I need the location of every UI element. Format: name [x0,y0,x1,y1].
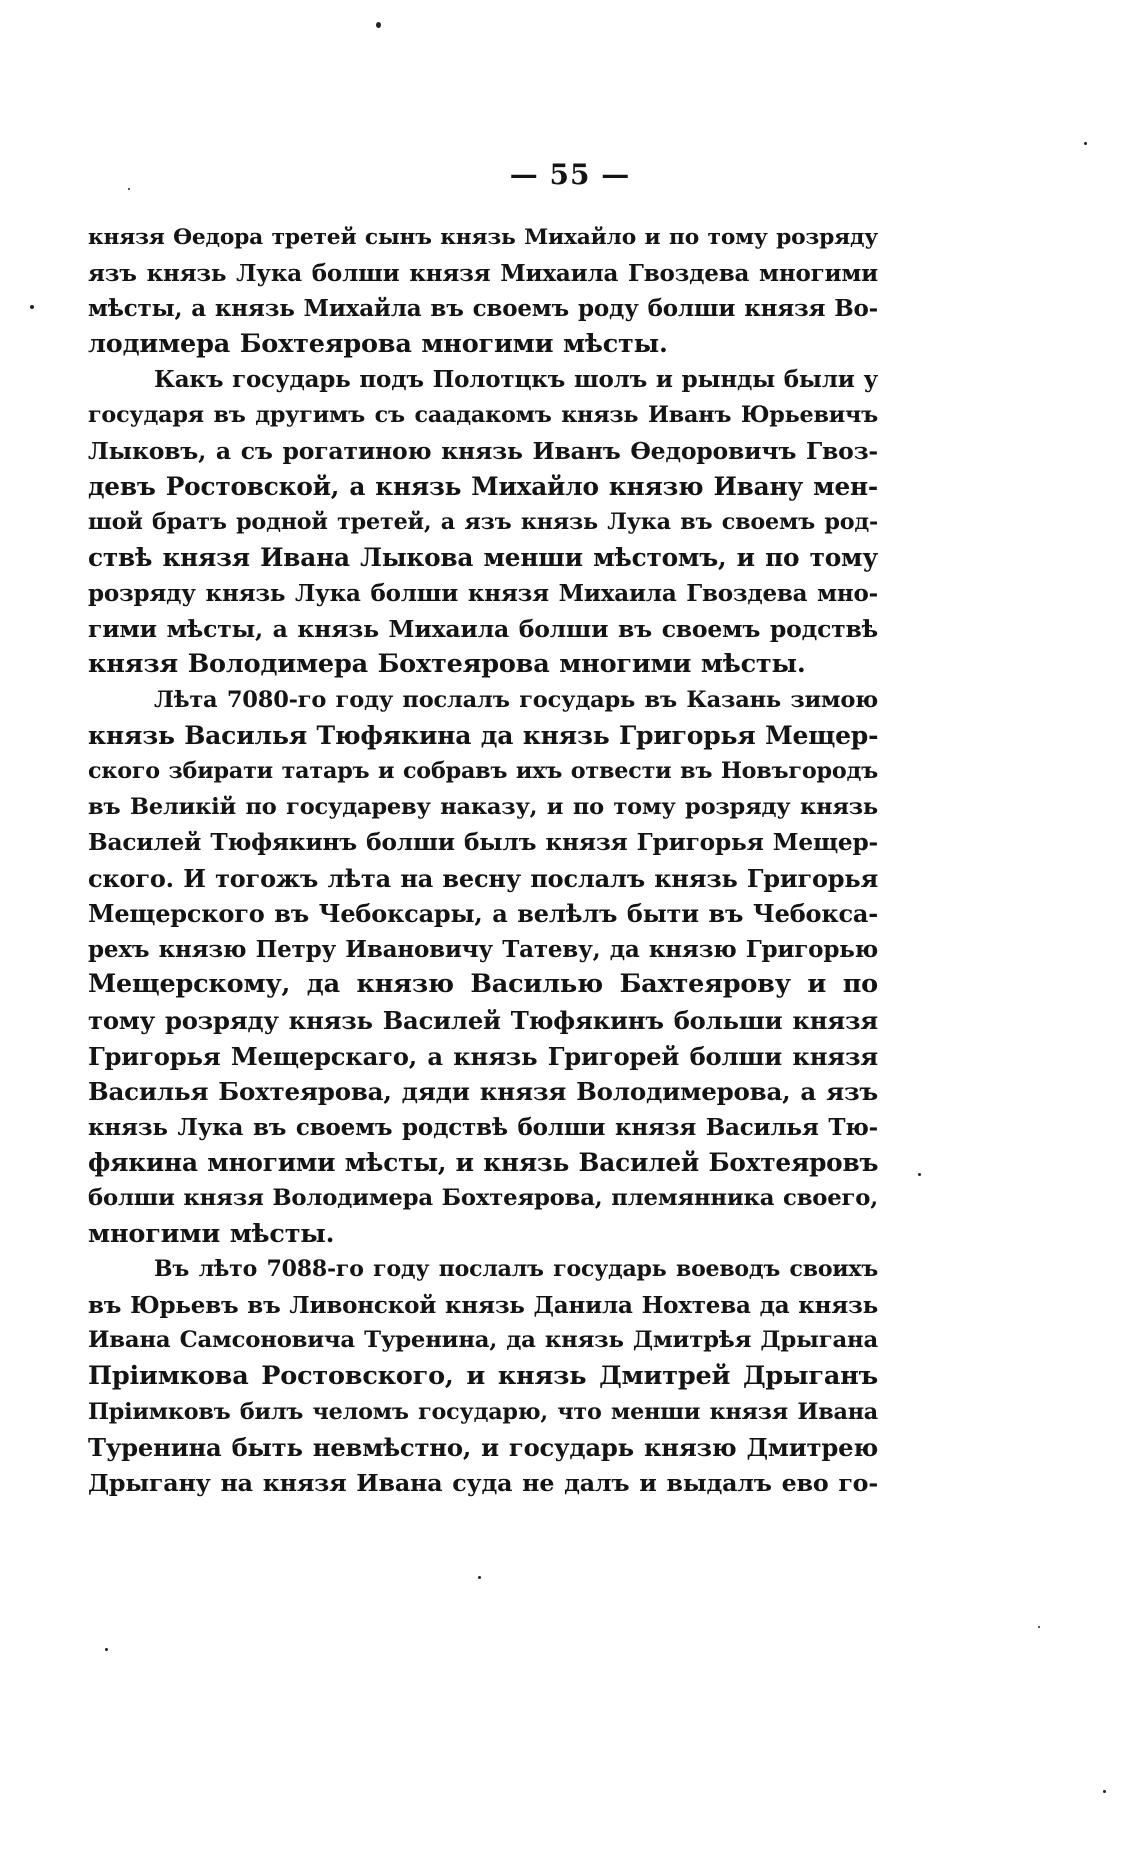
scan-speck [105,1648,108,1651]
text-line: Лыковъ, а съ рогатиною князь Иванъ Өедоровичъ Гвоз- [88,436,878,465]
text-line: Дрыгану на князя Ивана суда не далъ и выдалъ ево го- [88,1468,878,1497]
scan-speck [128,188,130,190]
text-line: ского збирати татаръ и собравъ ихъ отвести въ Новъгородъ [88,757,878,784]
text-line: девъ Ростовской, а князь Михайло князю Ивану мен- [88,472,878,502]
text-line: ствѣ князя Ивана Лыкова менши мѣстомъ, и по тому [88,543,878,573]
text-line: князь Лука въ своемъ родствѣ болши князя Василья Тю- [88,1113,878,1141]
text-line: ского. И тогожъ лѣта на весну послалъ князь Григорья [88,863,878,893]
text-line: Въ лѣто 7088-го году послалъ государь воеводъ своихъ [154,1256,878,1283]
text-line: Туренина быть невмѣстно, и государь князю Дмитрею [88,1433,878,1463]
text-line: Пріимковъ билъ челомъ государю, что менши князя Ивана [88,1398,878,1425]
text-line: Мещерскому, да князю Василью Бахтеярову и по [88,969,878,1000]
paragraph-1 [88,220,878,362]
text-line: въ Великій по государеву наказу, и по тому розряду князь [88,793,878,820]
text-line: Григорья Мещерскаго, а князь Григорей болши князя [88,1041,878,1071]
text-line: Василья Бохтеярова, дяди князя Володимерова, а язъ [88,1077,878,1107]
text-line: болши князя Володимера Бохтеярова, племянника своего, [88,1185,878,1212]
text-line: тому розряду князь Василей Тюфякинъ больши князя [88,1006,878,1036]
text-line: лодимера Бохтеярова многими мѣсты. [88,328,668,359]
page-number: — 55 — [509,158,631,191]
text-line: язъ князь Лука болши князя Михаила Гвоздева многими [88,259,878,287]
text-line: князя Володимера Бохтеярова многими мѣсты. [88,649,806,680]
paragraph-3 [88,683,878,1253]
scan-speck [1084,142,1087,145]
text-line: Какъ государь подъ Полотцкъ шолъ и рынды были у [154,366,878,394]
text-line: Ивана Самсоновича Туренина, да князь Дмитрѣя Дрыгана [88,1327,878,1354]
body-text [88,220,878,1501]
text-line: мѣсты, а князь Михайла въ своемъ роду болши князя Во- [88,295,878,323]
text-line: многими мѣсты. [88,1218,335,1249]
text-line: Мещерского въ Чебоксары, а велѣлъ быти въ Чебокса- [88,899,878,929]
text-line: рехъ князю Петру Ивановичу Татеву, да князю Григорью [88,935,878,963]
text-line: шой братъ родной третей, а язъ князь Лука въ своемъ род- [88,508,878,535]
text-line: Лѣта 7080-го году послалъ государь въ Казань зимою [154,686,878,713]
scan-speck [1103,1790,1106,1793]
text-line: Василей Тюфякинъ болши былъ князя Григорья Мещер- [88,829,878,857]
text-line: Пріимкова Ростовского, и князь Дмитрей Дрыганъ [88,1361,878,1391]
scan-speck [918,1173,921,1176]
scan-speck [30,305,34,309]
scan-speck [478,1576,481,1579]
text-line: въ Юрьевъ въ Ливонской князь Данила Нохтева да князь [88,1291,878,1319]
scan-speck [1038,1626,1040,1628]
paragraph-2 [88,362,878,682]
text-line: государя въ другимъ съ саадакомъ князь Иванъ Юрьевичъ [88,401,878,428]
paragraph-4 [88,1252,878,1501]
text-line: князь Василья Тюфякина да князь Григорья Мещер- [88,721,879,751]
text-line: розряду князь Лука болши князя Михаила Гвоздева мно- [88,579,878,607]
text-line: князя Өедора третей сынъ князь Михайло и по тому розряду [88,225,878,250]
text-line: гими мѣсты, а князь Михаила болши въ своемъ родствѣ [88,614,878,643]
scan-speck [376,22,381,28]
text-line: фякина многими мѣсты, и князь Василей Бохтеяровъ [88,1148,879,1178]
